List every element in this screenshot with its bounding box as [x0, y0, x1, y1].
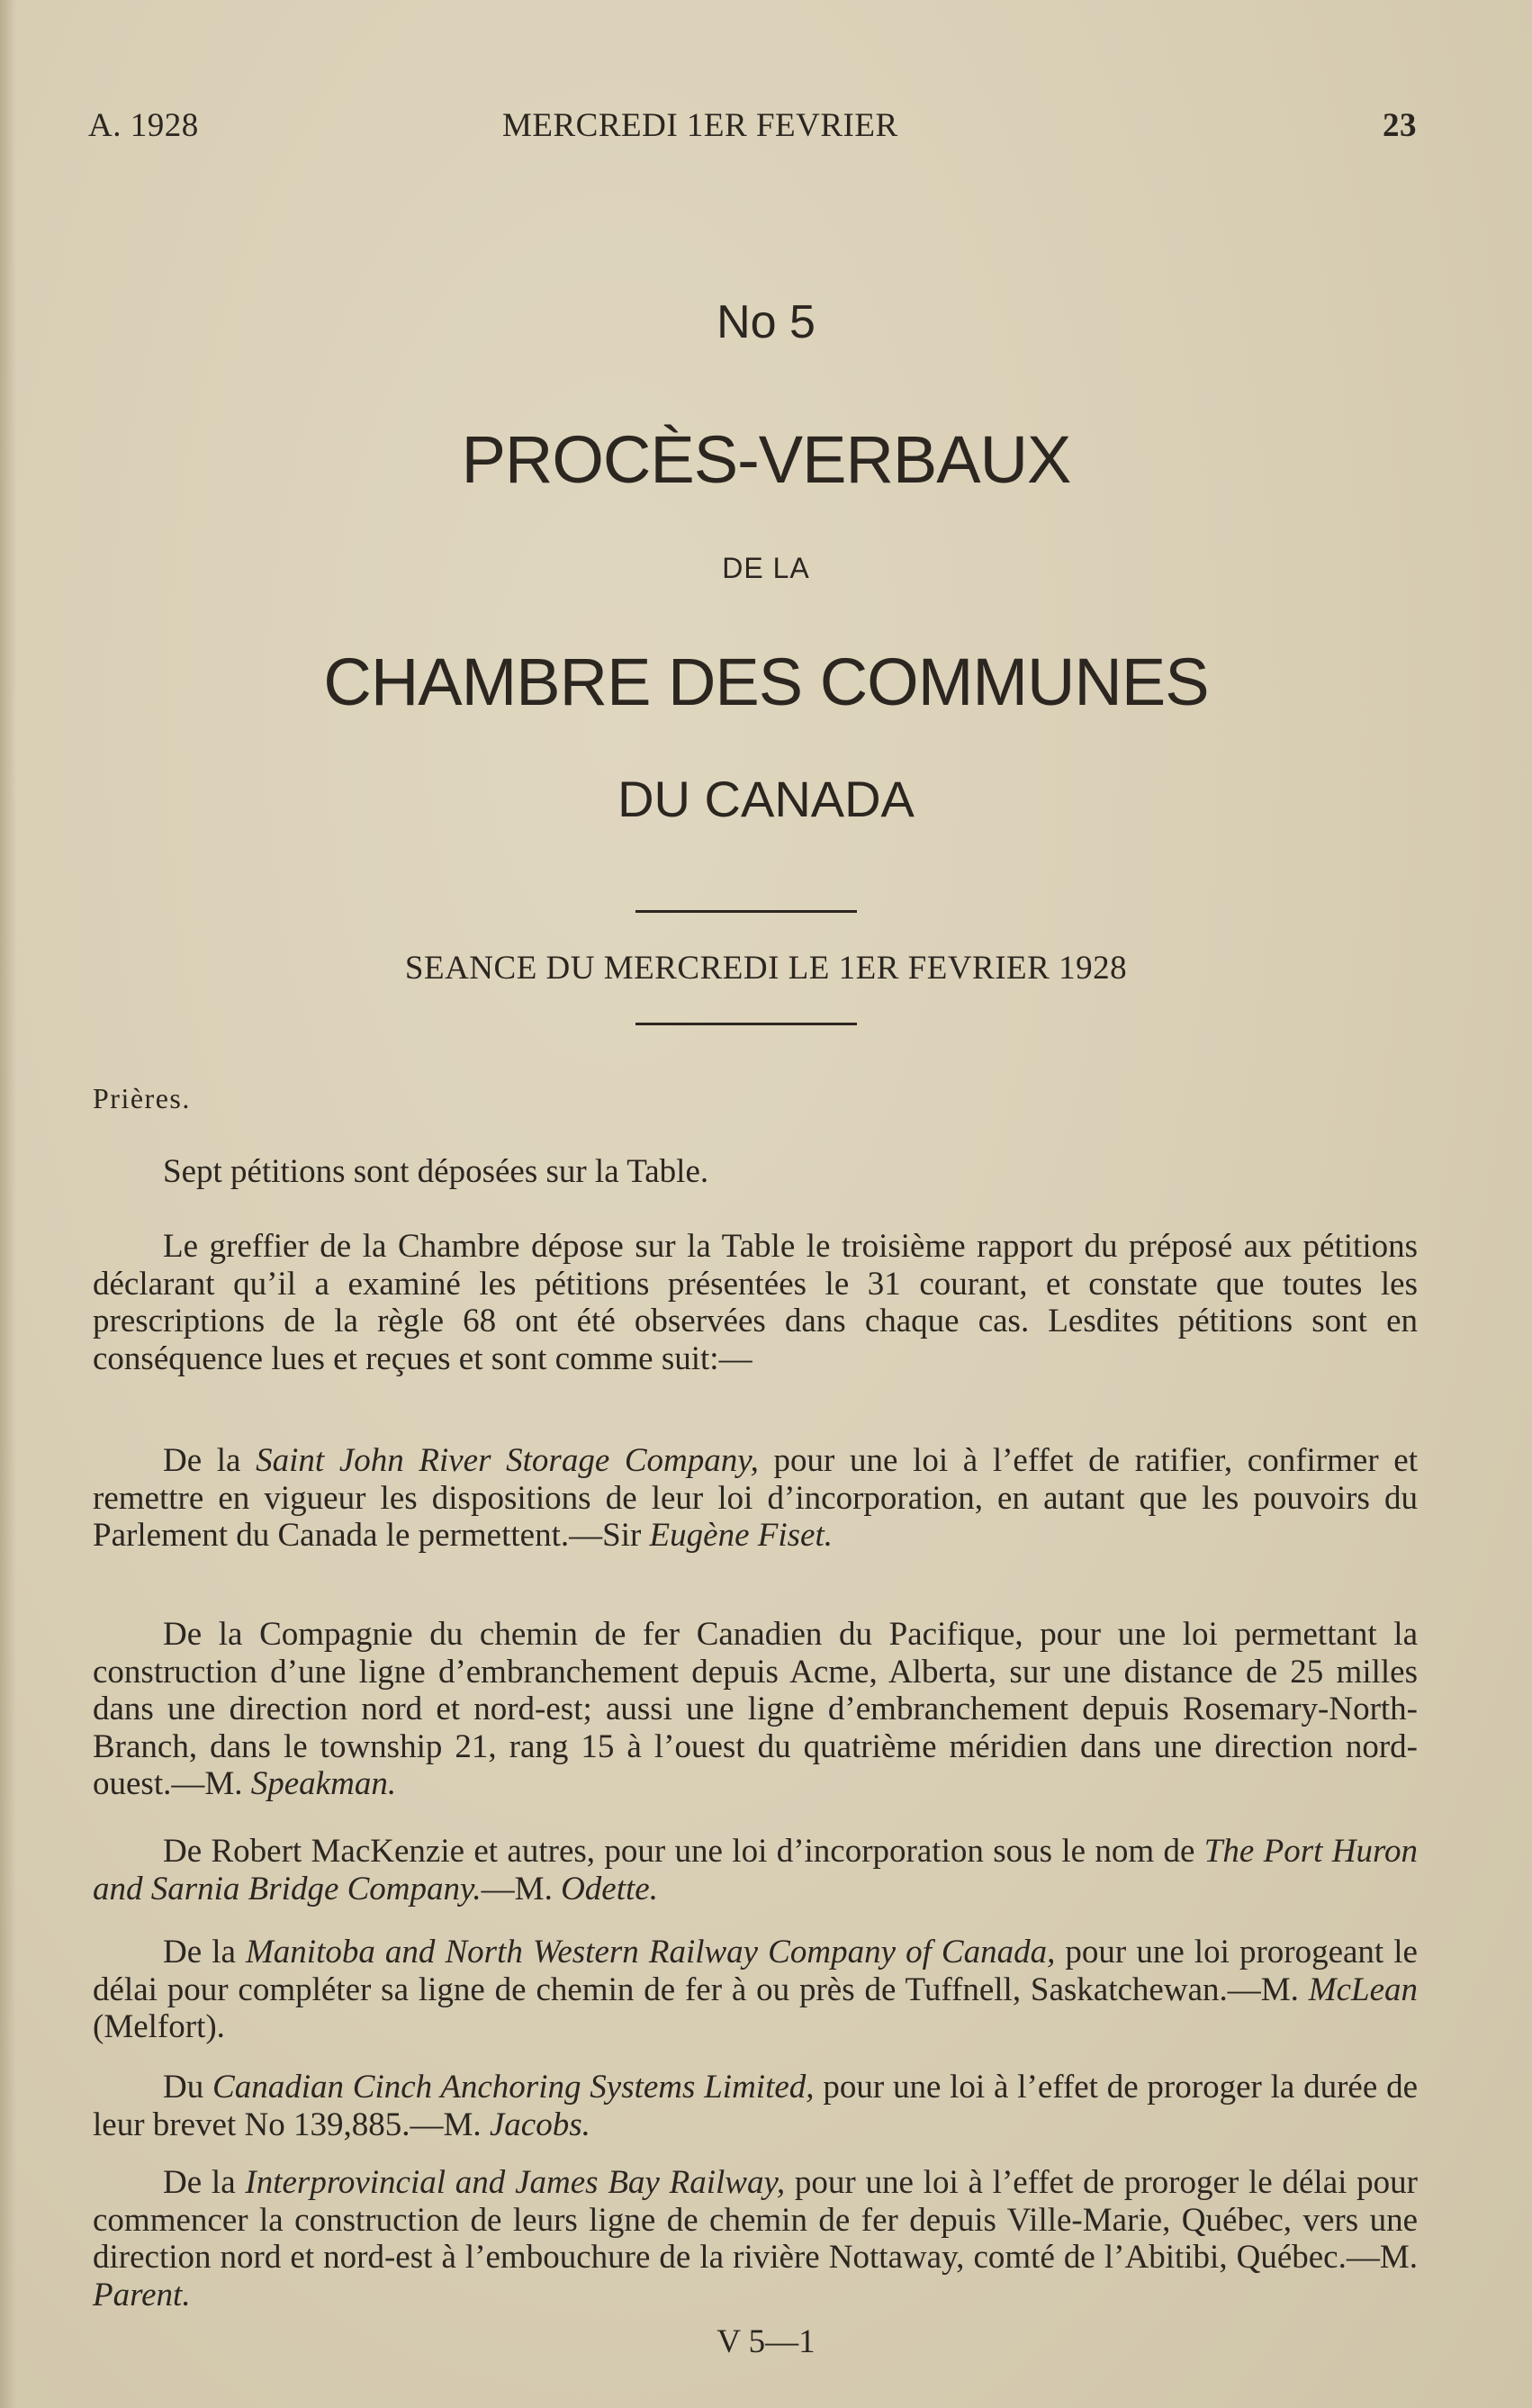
petitioner-name: The Port Huron and Sarnia Bridge Company. — [93, 1833, 1418, 1907]
petition-prefix: Du — [163, 2069, 213, 2106]
member-name: Odette. — [561, 1870, 658, 1907]
petition-text: De la Compagnie du chemin de fer Canadien du Pacifique, pour une loi permettant la construction d’une ligne d’embranchement depuis Acme, Alberta, sur une distance de 25 milles dans une direction nord et nord-est; aussi une ligne d’embranchement depuis Rosemary-North-Branch, dans le township 21, rang 15 à l’ouest du quatrième méridien dans une direction nord-ouest.—M. — [93, 1616, 1418, 1803]
title-de-la: DE LA — [722, 552, 810, 584]
divider-top — [635, 910, 857, 913]
header-date: MERCREDI 1ER FEVRIER — [502, 107, 898, 144]
greffier-text: Le greffier de la Chambre dépose sur la Table le troisième rapport du préposé aux pétitions déclarant qu’il a examiné les pétitions présentées le 31 courant, et constate que toutes les prescriptions de la règle 68 ont été observées dans chaque cas. Lesdites pétitions sont en conséquence lues et reçues et sont comme suit:— — [93, 1228, 1418, 1377]
member-name: Speakman. — [250, 1765, 397, 1803]
paragraph-sept-petitions — [93, 1153, 1418, 1191]
petition-saint-john — [93, 1442, 1418, 1555]
petition-interprovincial — [93, 2164, 1418, 2313]
header-year: A. 1928 — [88, 107, 199, 144]
petition-prefix: De la — [163, 1934, 246, 1971]
petitioner-name: Canadian Cinch Anchoring Systems Limited, — [212, 2069, 815, 2106]
seance-heading: SEANCE DU MERCREDI LE 1ER FEVRIER 1928 — [404, 950, 1128, 987]
petition-manitoba — [93, 1934, 1418, 2046]
prieres-label: Prières. — [93, 1082, 191, 1114]
petitioner-name: Saint John River Storage Company, — [256, 1442, 759, 1479]
petition-pacifique — [93, 1616, 1418, 1803]
paragraph-greffier — [93, 1228, 1418, 1377]
title-du-canada: DU CANADA — [617, 771, 915, 827]
petition-prefix: De la — [163, 1442, 257, 1479]
running-header — [88, 106, 1417, 151]
petition-text: pour une loi prorogeant le délai pour compléter sa ligne de chemin de fer à ou près de Tuffnell, Saskatchewan.—M. — [93, 1934, 1418, 2008]
divider-bottom — [635, 1023, 857, 1025]
member-name: Parent. — [93, 2276, 191, 2313]
petition-prefix: De la — [163, 2164, 246, 2201]
member-name: McLean — [1308, 1971, 1418, 2008]
header-page-number: 23 — [1383, 107, 1417, 144]
petition-robert-mackenzie — [93, 1833, 1418, 1907]
petitioner-name: Interprovincial and James Bay Railway, — [245, 2164, 786, 2201]
petition-text: pour une loi à l’effet de ratifier, confirmer et remettre en vigueur les dispositions de leur loi d’incorporation, en autant que les pouvoirs du Parlement du Canada le permettent.—Sir — [93, 1442, 1418, 1555]
page-edge-shadow — [0, 0, 16, 2408]
petition-text: pour une loi à l’effet de proroger la durée de leur brevet No 139,885.—M. — [93, 2069, 1418, 2143]
signature-mark: V 5—1 — [716, 2323, 816, 2360]
sept-petitions-text: Sept pétitions sont déposées sur la Table. — [163, 1153, 709, 1190]
title-proces-verbaux: PROCÈS-VERBAUX — [461, 422, 1071, 497]
petition-text: pour une loi à l’effet de proroger le délai pour commencer la construction de leurs ligne de chemin de fer depuis Ville-Marie, Québec, vers une direction nord et nord-est à l’embouchure de la rivière Nottaway, comté de l’Abitibi, Québec.—M. — [93, 2164, 1418, 2277]
issue-number: No 5 — [716, 296, 816, 348]
member-name: Jacobs. — [489, 2106, 590, 2143]
petition-canadian-cinch — [93, 2069, 1418, 2143]
petition-text: De Robert MacKenzie et autres, pour une loi d’incorporation sous le nom de — [163, 1833, 1204, 1870]
title-chambre: CHAMBRE DES COMMUNES — [323, 645, 1209, 719]
member-name: Eugène Fiset. — [649, 1517, 833, 1555]
petitioner-name: Manitoba and North Western Railway Company of Canada, — [245, 1934, 1056, 1971]
petition-mid: —M. — [481, 1870, 562, 1907]
petition-suffix: (Melfort). — [93, 2008, 225, 2046]
